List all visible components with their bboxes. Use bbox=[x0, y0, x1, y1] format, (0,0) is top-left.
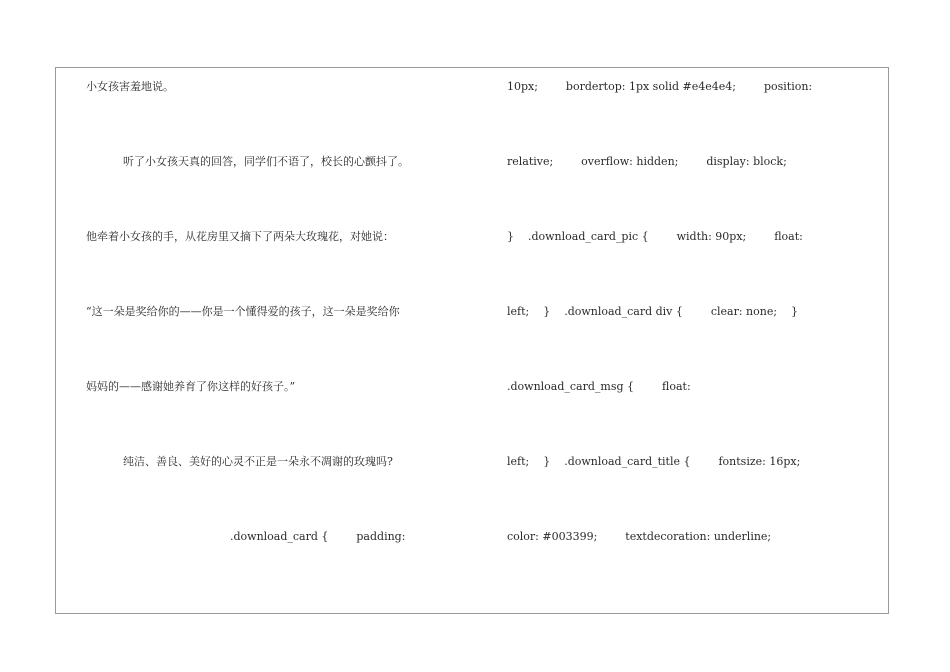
left-text-line-6: 纯洁、善良、美好的心灵不正是一朵永不凋谢的玫瑰吗? bbox=[123, 455, 393, 468]
right-code-line-7: color: #003399; textdecoration: underline; bbox=[507, 530, 772, 543]
right-code-line-1: 10px; bordertop: 1px solid #e4e4e4; position: bbox=[507, 80, 813, 93]
left-text-line-2: 听了小女孩天真的回答，同学们不语了，校长的心颤抖了。 bbox=[123, 155, 409, 168]
right-code-line-3: } .download_card_pic { width: 90px; float: bbox=[507, 230, 803, 243]
left-text-line-5: 妈妈的——感谢她养育了你这样的好孩子。” bbox=[86, 380, 296, 393]
left-text-line-3: 他牵着小女孩的手，从花房里又摘下了两朵大玫瑰花，对她说： bbox=[86, 230, 394, 243]
right-code-line-2: relative; overflow: hidden; display: block; bbox=[507, 155, 787, 168]
left-text-line-1: 小女孩害羞地说。 bbox=[86, 80, 174, 93]
right-code-line-6: left; } .download_card_title { fontsize: 16px; bbox=[507, 455, 801, 468]
left-text-line-7: .download_card { padding: bbox=[230, 530, 406, 543]
left-text-line-4: “这一朵是奖给你的——你是一个懂得爱的孩子，这一朵是奖给你 bbox=[86, 305, 400, 318]
right-code-line-5: .download_card_msg { float: bbox=[507, 380, 691, 393]
right-code-line-4: left; } .download_card div { clear: none; } bbox=[507, 305, 799, 318]
